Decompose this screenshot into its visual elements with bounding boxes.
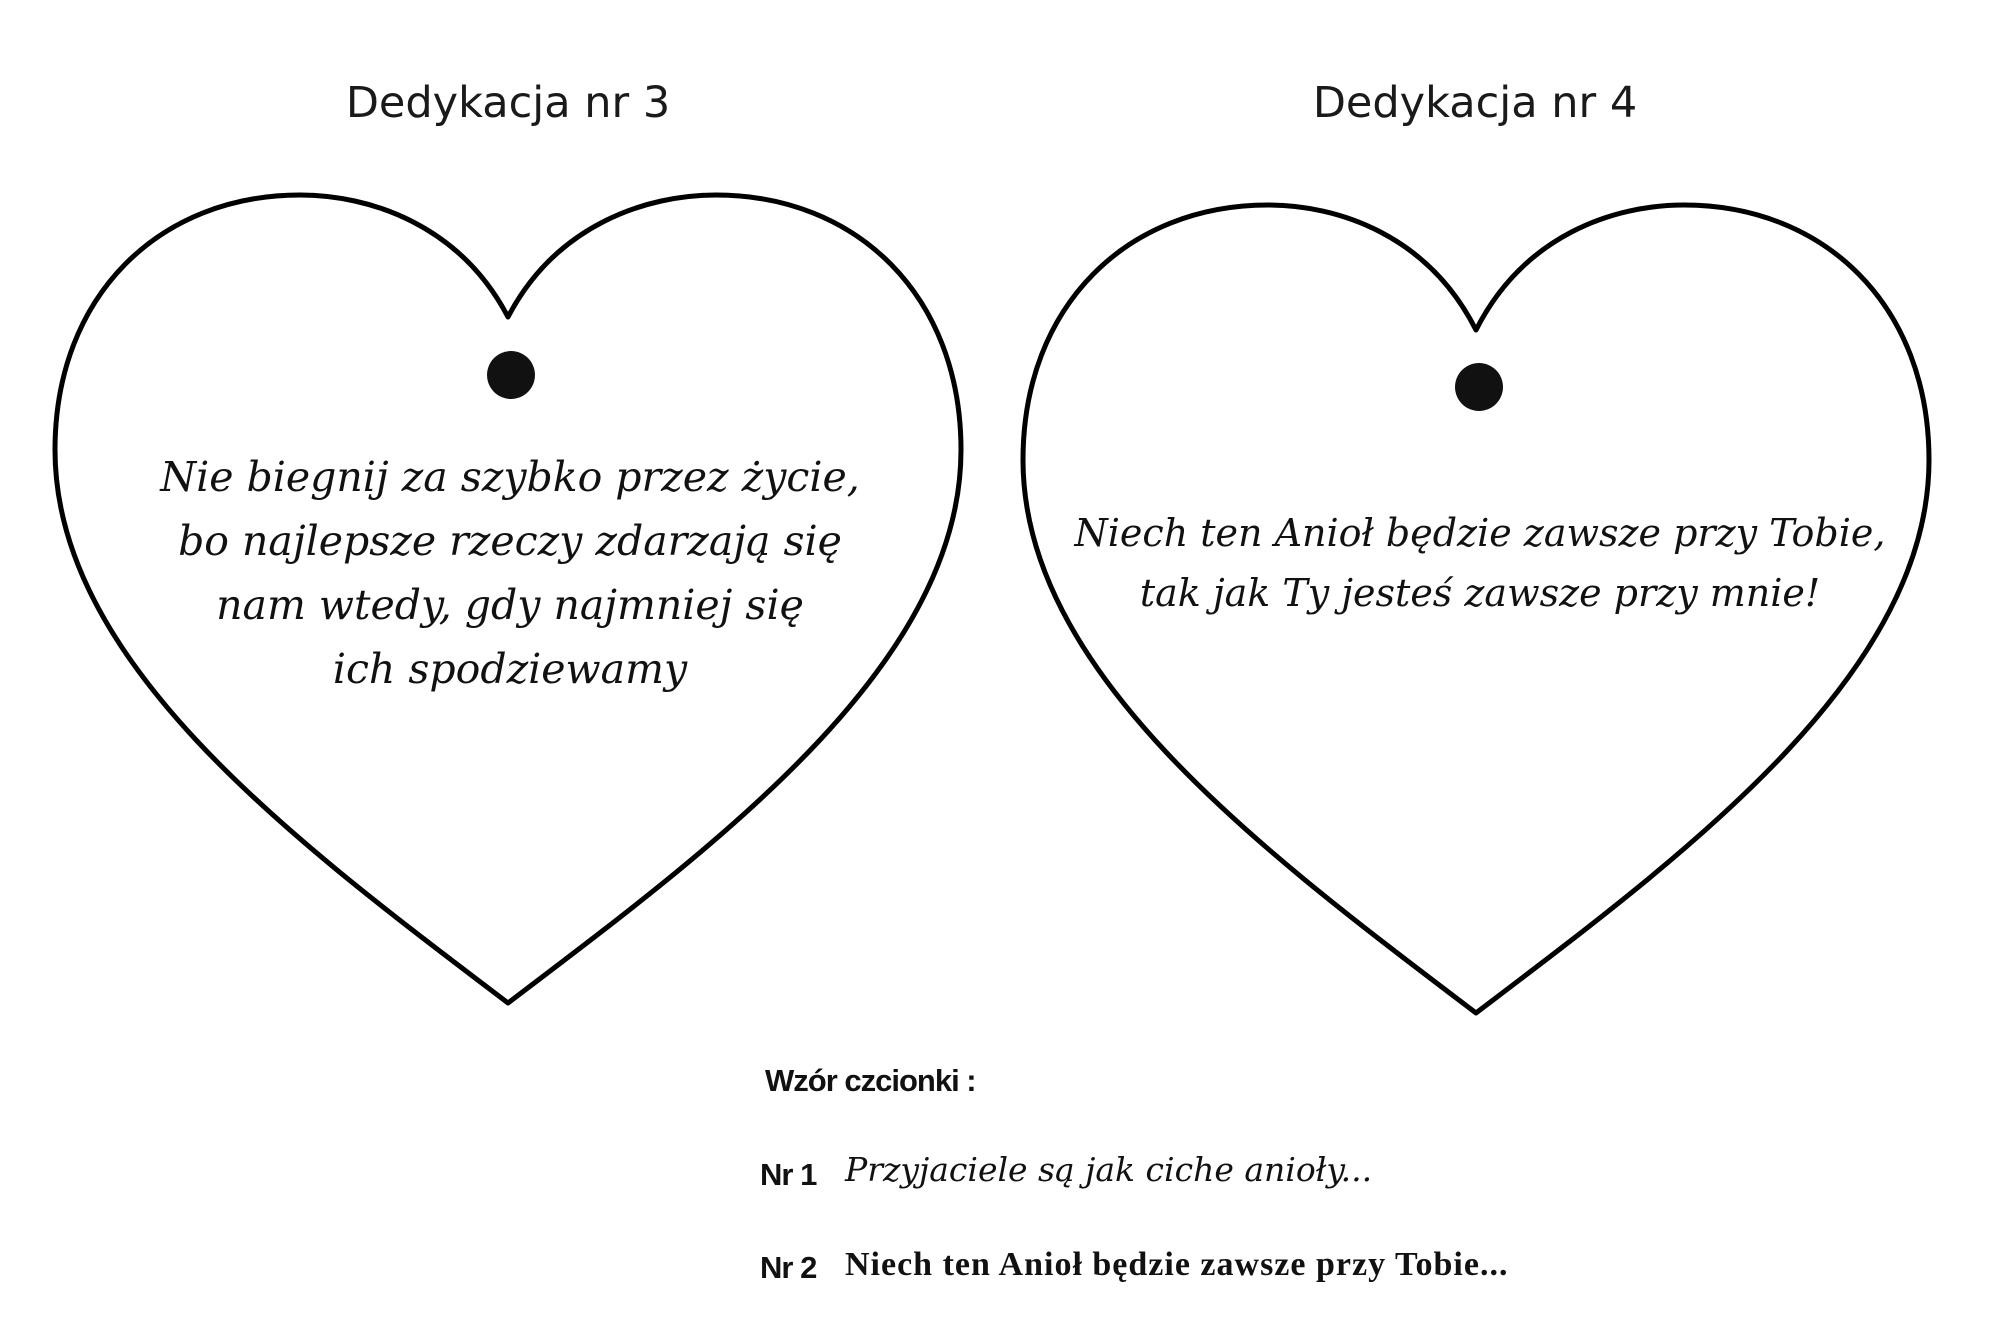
card-title-4: Dedykacja nr 4 <box>1312 78 1638 128</box>
font-legend-label-2: Nr 2 <box>760 1250 817 1285</box>
font-legend-sample-2: Niech ten Anioł będzie zawsze przy Tobie... <box>845 1246 1509 1283</box>
font-legend-sample-1: Przyjaciele są jak ciche anioły... <box>845 1150 1373 1189</box>
card-title-3: Dedykacja nr 3 <box>345 78 671 128</box>
font-legend-title: Wzór czcionki : <box>765 1063 976 1098</box>
font-legend-label-1: Nr 1 <box>760 1157 817 1192</box>
dedication-text-3: Nie biegnij za szybko przez życie, bo najlepsze rzeczy zdarzają się nam wtedy, gdy najmniej się ich spodziewamy <box>160 453 860 693</box>
hanging-hole <box>1455 363 1503 411</box>
dedication-text-4: Niech ten Anioł będzie zawsze przy Tobie, tak jak Ty jesteś zawsze przy mnie! <box>1074 511 1886 615</box>
hanging-hole <box>487 351 535 399</box>
